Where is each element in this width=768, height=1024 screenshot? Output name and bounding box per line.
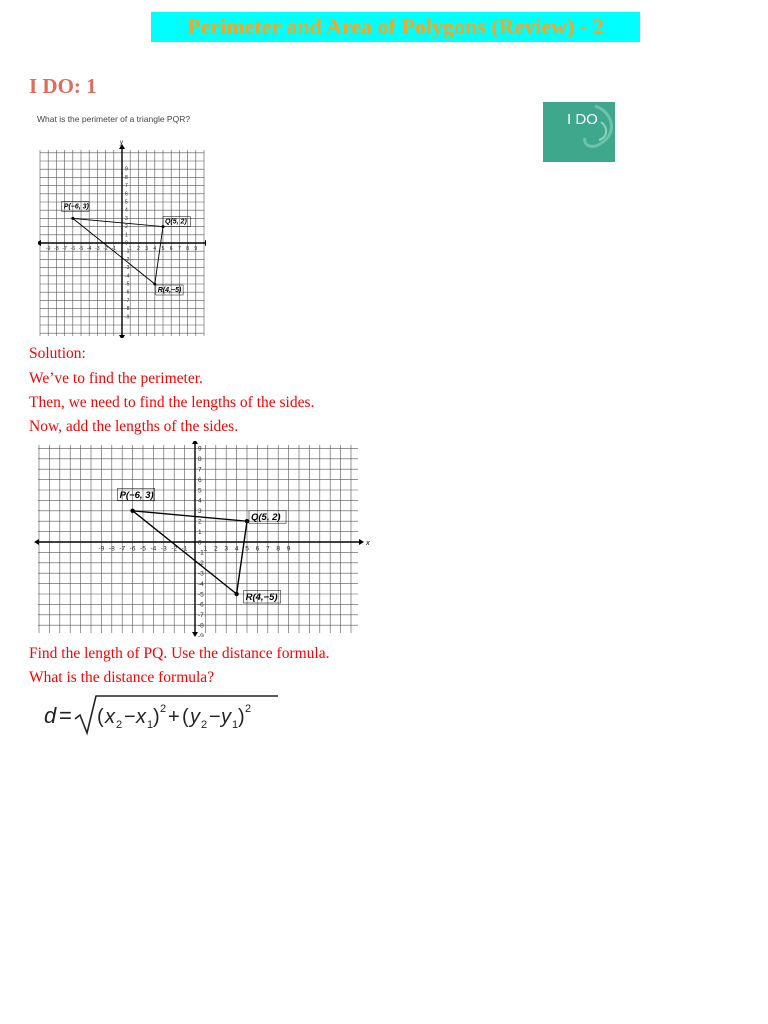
- x-tick-label: 4: [153, 246, 157, 252]
- x-tick-label: -2: [171, 545, 178, 553]
- formula-y1: y: [221, 706, 231, 728]
- y-tick-label: -6: [125, 289, 130, 296]
- y-tick-label: -4: [125, 273, 130, 280]
- x-axis-arrow-left: [34, 539, 39, 545]
- x-tick-label: -8: [54, 246, 59, 252]
- y-tick-label: 8: [125, 174, 128, 181]
- formula-equals: =: [59, 703, 72, 728]
- x-tick-label: 8: [186, 246, 189, 252]
- x-tick-label: 5: [161, 246, 165, 252]
- y-tick-label: -8: [125, 306, 130, 313]
- y-tick-label: -3: [125, 265, 130, 272]
- y-tick-label: -3: [198, 570, 204, 578]
- x-tick-label: -9: [45, 246, 51, 252]
- y-tick-label: 4: [125, 207, 128, 214]
- y-axis-label: y: [120, 140, 123, 146]
- y-tick-label: -7: [198, 612, 204, 620]
- x-tick-label: -7: [62, 246, 67, 252]
- formula-power-1: 2: [160, 703, 167, 715]
- y-tick-label: 5: [198, 487, 202, 495]
- formula-lparen-1: (: [97, 706, 104, 728]
- y-tick-label: -7: [125, 297, 130, 304]
- y-tick-label: 2: [125, 224, 128, 231]
- y-tick-label: -9: [198, 632, 204, 637]
- formula-rparen-1: ): [153, 706, 160, 728]
- formula-rparen-2: ): [238, 706, 245, 728]
- y-tick-label: 3: [125, 215, 128, 222]
- x-tick-label: 2: [213, 545, 218, 553]
- x-tick-label: 9: [194, 246, 198, 252]
- y-tick-label: 0: [125, 240, 128, 247]
- x-tick-label: 9: [286, 545, 291, 553]
- x-tick-label: 2: [137, 246, 140, 252]
- title-banner: [151, 12, 640, 42]
- vertex-label: R(4,−5): [157, 287, 182, 294]
- x-axis-label: x: [366, 538, 370, 547]
- x-tick-label: -7: [119, 545, 126, 553]
- y-tick-label: -4: [198, 580, 204, 588]
- y-tick-label: 9: [198, 445, 202, 453]
- page-title: Perimeter and Area of Polygons (Review) - 2: [187, 14, 604, 39]
- formula-sub-2a: 2: [116, 719, 123, 731]
- x-tick-label: -6: [70, 246, 76, 252]
- x-tick-label: 5: [245, 545, 249, 553]
- formula-minus-2: −: [209, 706, 221, 728]
- x-tick-label: -5: [78, 246, 84, 252]
- y-tick-label: 3: [198, 508, 202, 516]
- vertex-point: [245, 519, 249, 523]
- x-tick-label: 1: [203, 545, 208, 553]
- x-tick-label: 3: [224, 545, 229, 553]
- formula-lparen-2: (: [182, 706, 189, 728]
- y-tick-label: 7: [198, 466, 202, 474]
- small-coordinate-graph: [38, 140, 206, 338]
- y-tick-label: 0: [198, 539, 202, 547]
- y-tick-label: -5: [198, 591, 204, 599]
- vertex-point: [234, 592, 238, 596]
- y-tick-label: 7: [125, 183, 128, 190]
- x-tick-label: -9: [98, 545, 105, 553]
- formula-x1: x: [136, 706, 146, 728]
- x-tick-label: -3: [95, 246, 100, 252]
- x-tick-label: 1: [128, 246, 132, 252]
- x-tick-label: -8: [108, 545, 115, 553]
- x-tick-label: 8: [276, 545, 281, 553]
- vertex-label: R(4,−5): [245, 592, 278, 603]
- question-text: What is the perimeter of a triangle PQR?: [37, 114, 191, 124]
- y-tick-label: -8: [198, 622, 204, 630]
- find-pq-text: Find the length of PQ. Use the distance formula.: [29, 645, 330, 662]
- distance-formula-question: What is the distance formula?: [29, 669, 215, 686]
- solution-line-1: We’ve to find the perimeter.: [29, 370, 203, 387]
- y-axis-arrow: [192, 441, 198, 444]
- formula-minus-1: −: [124, 706, 136, 728]
- x-axis-arrow: [359, 539, 364, 545]
- y-tick-label: -9: [125, 314, 130, 321]
- section-heading: I DO: 1: [29, 74, 97, 98]
- x-tick-label: 3: [145, 246, 148, 252]
- badge-label: I DO: [567, 111, 598, 128]
- vertex-label: P(−6, 3): [119, 489, 154, 501]
- x-axis-arrow: [205, 240, 206, 246]
- x-tick-label: -2: [103, 246, 108, 252]
- y-tick-label: -1: [125, 248, 130, 255]
- formula-sub-1a: 1: [147, 719, 154, 731]
- x-tick-label: 7: [265, 545, 270, 553]
- y-tick-label: 1: [125, 232, 128, 239]
- formula-d: d: [44, 703, 57, 728]
- solution-label: Solution:: [29, 345, 86, 362]
- solution-line-2: Then, we need to find the lengths of the sides.: [29, 394, 315, 411]
- y-tick-label: 8: [198, 456, 202, 464]
- y-tick-label: 9: [125, 166, 128, 173]
- formula-sub-2b: 2: [201, 719, 208, 731]
- x-tick-label: 6: [255, 545, 260, 553]
- formula-sub-1b: 1: [232, 719, 239, 731]
- x-tick-label: -4: [86, 246, 92, 252]
- y-tick-label: -1: [198, 549, 204, 557]
- y-tick-label: -2: [125, 256, 130, 263]
- x-tick-label: 7: [178, 246, 181, 252]
- vertex-label: P(−6, 3): [63, 203, 89, 211]
- formula-power-2: 2: [245, 703, 252, 715]
- x-tick-label: 4: [234, 545, 239, 553]
- y-tick-label: -5: [125, 281, 130, 288]
- y-tick-label: 1: [198, 528, 202, 536]
- formula-y2: y: [190, 706, 200, 728]
- solution-line-3: Now, add the lengths of the sides.: [29, 418, 239, 435]
- x-tick-label: -1: [111, 246, 117, 252]
- y-axis-arrow-bottom: [119, 335, 125, 338]
- y-tick-label: 5: [125, 199, 128, 206]
- x-tick-label: 6: [169, 246, 173, 252]
- formula-plus: +: [168, 706, 180, 728]
- y-tick-label: -2: [198, 560, 204, 568]
- x-tick-label: -6: [129, 545, 136, 553]
- i-do-badge: [543, 102, 615, 162]
- formula-x2: x: [105, 706, 115, 728]
- y-tick-label: 4: [198, 497, 202, 505]
- vertex-point: [130, 509, 134, 513]
- y-tick-label: 6: [198, 476, 202, 484]
- vertex-point: [71, 217, 74, 220]
- x-tick-label: -4: [150, 545, 157, 553]
- y-tick-label: 6: [125, 191, 128, 198]
- y-tick-label: 2: [198, 518, 202, 526]
- x-tick-label: -1: [181, 545, 188, 553]
- x-tick-label: -5: [140, 545, 146, 553]
- large-coordinate-graph: [28, 441, 372, 637]
- vertex-label: Q(5, 2): [251, 512, 281, 524]
- vertex-label: Q(5, 2): [165, 218, 187, 226]
- distance-formula: [42, 693, 282, 737]
- y-tick-label: -6: [198, 601, 204, 609]
- x-tick-label: -3: [160, 545, 167, 553]
- x-axis-arrow-left: [38, 240, 41, 246]
